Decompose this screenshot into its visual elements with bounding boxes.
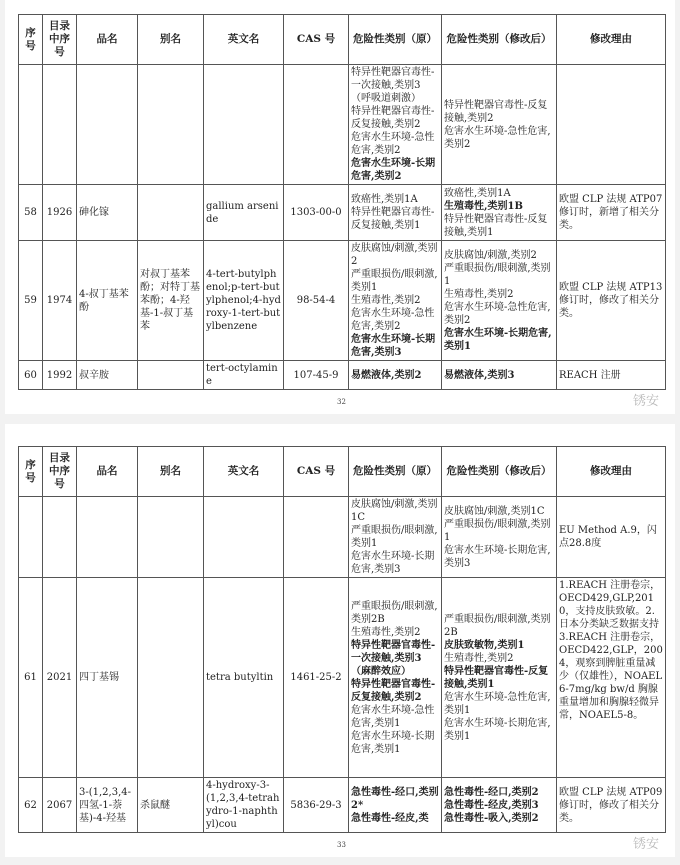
cell-catalog-no: [43, 497, 77, 578]
cell-reason: EU Method A.9，闪点28.8度: [557, 497, 666, 578]
header-english-name: 英文名: [204, 15, 284, 65]
cell-hazard-revised: [442, 65, 557, 185]
watermark: 锈安: [632, 394, 659, 409]
cell-english-name: tert-octylamine: [204, 361, 284, 390]
header-row: [19, 447, 666, 497]
cell-hazard-revised: [442, 578, 557, 778]
hazard-line: 皮肤致敏物,类别1: [444, 639, 525, 651]
hazard-line: 急性毒性-经口,类别2*: [351, 786, 439, 811]
cell-seq: 58: [19, 185, 43, 241]
cell-english-name: [204, 497, 284, 578]
cell-seq: 60: [19, 361, 43, 390]
cell-product-name: [77, 497, 138, 578]
cell-cas-no: 5836-29-3: [284, 778, 349, 833]
hazard-line: 危害水生环境-急性危害,类别2: [444, 125, 551, 150]
table-row: [19, 65, 666, 185]
document-page: [5, 0, 675, 414]
header-product-name: 品名: [77, 447, 138, 497]
cell-product-name: [77, 65, 138, 185]
page-number: 32: [337, 398, 346, 406]
cell-cas-no: 98-54-4: [284, 241, 349, 361]
cell-catalog-no: 1974: [43, 241, 77, 361]
hazard-line: 生殖毒性,类别2: [444, 652, 514, 664]
hazard-line: 危害水生环境-长期危害,类别1: [444, 717, 551, 742]
hazard-line: 致癌性,类别1A: [351, 194, 418, 205]
cell-seq: 61: [19, 578, 43, 778]
hazard-line: 危害水生环境-长期危害,类别3: [351, 334, 436, 358]
cell-seq: 59: [19, 241, 43, 361]
hazard-line: 生殖毒性,类别2: [351, 626, 421, 638]
header-alias: 别名: [138, 447, 204, 497]
header-reason: 修改理由: [557, 15, 666, 65]
hazard-line: 特异性靶器官毒性-一次接触,类别3（呼吸道刺激）: [351, 67, 435, 104]
hazard-line: 危害水生环境-长期危害,类别3: [444, 544, 551, 569]
hazard-line: 皮肤腐蚀/刺激,类别1C: [444, 505, 545, 517]
cell-alias: [138, 361, 204, 390]
header-seq: 序号: [19, 447, 43, 497]
header-catalog-no: 目录中序号: [43, 15, 77, 65]
header-hazard-revised: 危险性类别（修改后）: [442, 447, 557, 497]
hazard-line: 特异性靶器官毒性-一次接触,类别3（麻醉效应）: [351, 639, 436, 677]
header-hazard-original: 危险性类别（原）: [349, 15, 442, 65]
hazard-line: 特异性靶器官毒性-反复接触,类别2: [351, 106, 435, 130]
cell-product-name: 砷化镓: [77, 185, 138, 241]
watermark: 锈安: [632, 837, 659, 852]
hazard-line: 危害水生环境-长期危害,类别1: [351, 730, 435, 755]
cell-hazard-original: [349, 241, 442, 361]
hazard-line: 特异性靶器官毒性-反复接触,类别1: [444, 665, 549, 690]
hazard-line: 急性毒性-吸入,类别2: [444, 812, 539, 824]
cell-cas-no: 1303-00-0: [284, 185, 349, 241]
hazard-line: 严重眼损伤/眼刺激,类别2B: [351, 600, 438, 625]
cell-hazard-original: [349, 361, 442, 390]
hazard-line: 皮肤腐蚀/刺激,类别2: [444, 249, 537, 261]
hazard-line: 皮肤腐蚀/刺激,类别1C: [351, 499, 438, 523]
table-row: [19, 185, 666, 241]
table-row: [19, 241, 666, 361]
cell-seq: [19, 65, 43, 185]
hazard-line: 生殖毒性,类别2: [351, 295, 421, 306]
hazard-line: 危害水生环境-急性危害,类别2: [351, 132, 435, 156]
hazard-line: 危害水生环境-急性危害,类别2: [351, 308, 435, 332]
header-product-name: 品名: [77, 15, 138, 65]
cell-catalog-no: [43, 65, 77, 185]
cell-hazard-revised: [442, 778, 557, 833]
cell-hazard-revised: [442, 241, 557, 361]
document-page: [5, 424, 675, 857]
cell-hazard-original: [349, 778, 442, 833]
header-hazard-original: 危险性类别（原）: [349, 447, 442, 497]
hazard-line: 急性毒性-经皮,类别3: [444, 799, 539, 811]
cell-hazard-original: [349, 578, 442, 778]
cell-reason: 欧盟 CLP 法规 ATP13 修订时，修改了相关分类。: [557, 241, 666, 361]
cell-english-name: 4-tert-butylphenol;p-tert-butylphenol;4-hydroxy-1-tert-butylbenzene: [204, 241, 284, 361]
header-alias: 别名: [138, 15, 204, 65]
cell-english-name: [204, 65, 284, 185]
cell-cas-no: [284, 65, 349, 185]
cell-alias: [138, 185, 204, 241]
cell-alias: 杀鼠醚: [138, 778, 204, 833]
cell-reason: 欧盟 CLP 法规 ATP09 修订时，修改了相关分类。: [557, 778, 666, 833]
page-number: 33: [337, 841, 346, 849]
cell-product-name: 四丁基锡: [77, 578, 138, 778]
hazard-line: 危害水生环境-长期危害,类别3: [351, 551, 435, 575]
revision-table: [18, 14, 666, 390]
table-row: [19, 497, 666, 578]
cell-product-name: 4-叔丁基苯酚: [77, 241, 138, 361]
cell-catalog-no: 1926: [43, 185, 77, 241]
cell-english-name: tetra butyltin: [204, 578, 284, 778]
table-row: [19, 778, 666, 833]
cell-english-name: 4-hydroxy-3-(1,2,3,4-tetrahydro-1-naphthyl)cou: [204, 778, 284, 833]
hazard-line: 生殖毒性,类别2: [444, 288, 514, 300]
hazard-line: 易燃液体,类别3: [444, 369, 515, 381]
header-catalog-no: 目录中序号: [43, 447, 77, 497]
hazard-line: 特异性靶器官毒性-反复接触,类别1: [444, 213, 548, 238]
cell-hazard-original: [349, 497, 442, 578]
cell-hazard-revised: [442, 361, 557, 390]
table-row: [19, 361, 666, 390]
header-reason: 修改理由: [557, 447, 666, 497]
header-seq: 序号: [19, 15, 43, 65]
cell-reason: [557, 65, 666, 185]
table-row: [19, 578, 666, 778]
cell-catalog-no: 2067: [43, 778, 77, 833]
cell-alias: [138, 578, 204, 778]
cell-seq: 62: [19, 778, 43, 833]
cell-reason: 1.REACH 注册卷宗，OECD429,GLP,2010，支持皮肤致敏。2.日本分类缺乏数据支持 3.REACH 注册卷宗，OECD422,GLP，2004，观察到脾脏重量减少（仅雄性），NOAEL6-7mg/kg bw/d 胸腺重量增加和胸腺轻微异常，NOAEL5-8。: [557, 578, 666, 778]
header-english-name: 英文名: [204, 447, 284, 497]
hazard-line: 特异性靶器官毒性-反复接触,类别2: [444, 99, 548, 124]
revision-table: [18, 446, 666, 833]
cell-english-name: gallium arsenide: [204, 185, 284, 241]
header-cas-no: CAS 号: [284, 15, 349, 65]
header-cas-no: CAS 号: [284, 447, 349, 497]
cell-alias: 对叔丁基苯酚；对特丁基苯酚；4-羟基-1-叔丁基苯: [138, 241, 204, 361]
hazard-line: 生殖毒性,类别1B: [444, 200, 523, 212]
header-row: [19, 15, 666, 65]
hazard-line: 急性毒性-经皮,类: [351, 812, 429, 824]
hazard-line: 严重眼损伤/眼刺激,类别1: [444, 518, 551, 543]
header-hazard-revised: 危险性类别（修改后）: [442, 15, 557, 65]
page-footer: [18, 394, 665, 410]
cell-reason: REACH 注册: [557, 361, 666, 390]
hazard-line: 急性毒性-经口,类别2: [444, 786, 539, 798]
hazard-line: 严重眼损伤/眼刺激,类别1: [444, 262, 551, 287]
hazard-line: 危害水生环境-急性危害,类别2: [444, 301, 551, 326]
hazard-line: 易燃液体,类别2: [351, 369, 422, 381]
hazard-line: 致癌性,类别1A: [444, 187, 511, 199]
cell-alias: [138, 65, 204, 185]
cell-hazard-revised: [442, 185, 557, 241]
cell-product-name: 叔辛胺: [77, 361, 138, 390]
cell-catalog-no: 1992: [43, 361, 77, 390]
cell-hazard-revised: [442, 497, 557, 578]
cell-hazard-original: [349, 185, 442, 241]
hazard-line: 严重眼损伤/眼刺激,类别1: [351, 269, 438, 293]
hazard-line: 危害水生环境-急性危害,类别1: [444, 691, 551, 716]
cell-seq: [19, 497, 43, 578]
hazard-line: 特异性靶器官毒性-反复接触,类别2: [351, 678, 436, 703]
hazard-line: 危害水生环境-长期危害,类别1: [444, 327, 552, 352]
cell-hazard-original: [349, 65, 442, 185]
cell-cas-no: 107-45-9: [284, 361, 349, 390]
cell-alias: [138, 497, 204, 578]
cell-catalog-no: 2021: [43, 578, 77, 778]
hazard-line: 严重眼损伤/眼刺激,类别1: [351, 525, 438, 549]
cell-product-name: 3-(1,2,3,4-四氢-1-萘基)-4-羟基: [77, 778, 138, 833]
hazard-line: 皮肤腐蚀/刺激,类别2: [351, 243, 438, 267]
hazard-line: 危害水生环境-急性危害,类别1: [351, 704, 435, 729]
cell-cas-no: [284, 497, 349, 578]
hazard-line: 危害水生环境-长期危害,类别2: [351, 158, 436, 182]
cell-reason: 欧盟 CLP 法规 ATP07 修订时，新增了相关分类。: [557, 185, 666, 241]
page-footer: [18, 837, 665, 853]
hazard-line: 严重眼损伤/眼刺激,类别2B: [444, 613, 551, 638]
hazard-line: 特异性靶器官毒性-反复接触,类别1: [351, 207, 435, 231]
cell-cas-no: 1461-25-2: [284, 578, 349, 778]
